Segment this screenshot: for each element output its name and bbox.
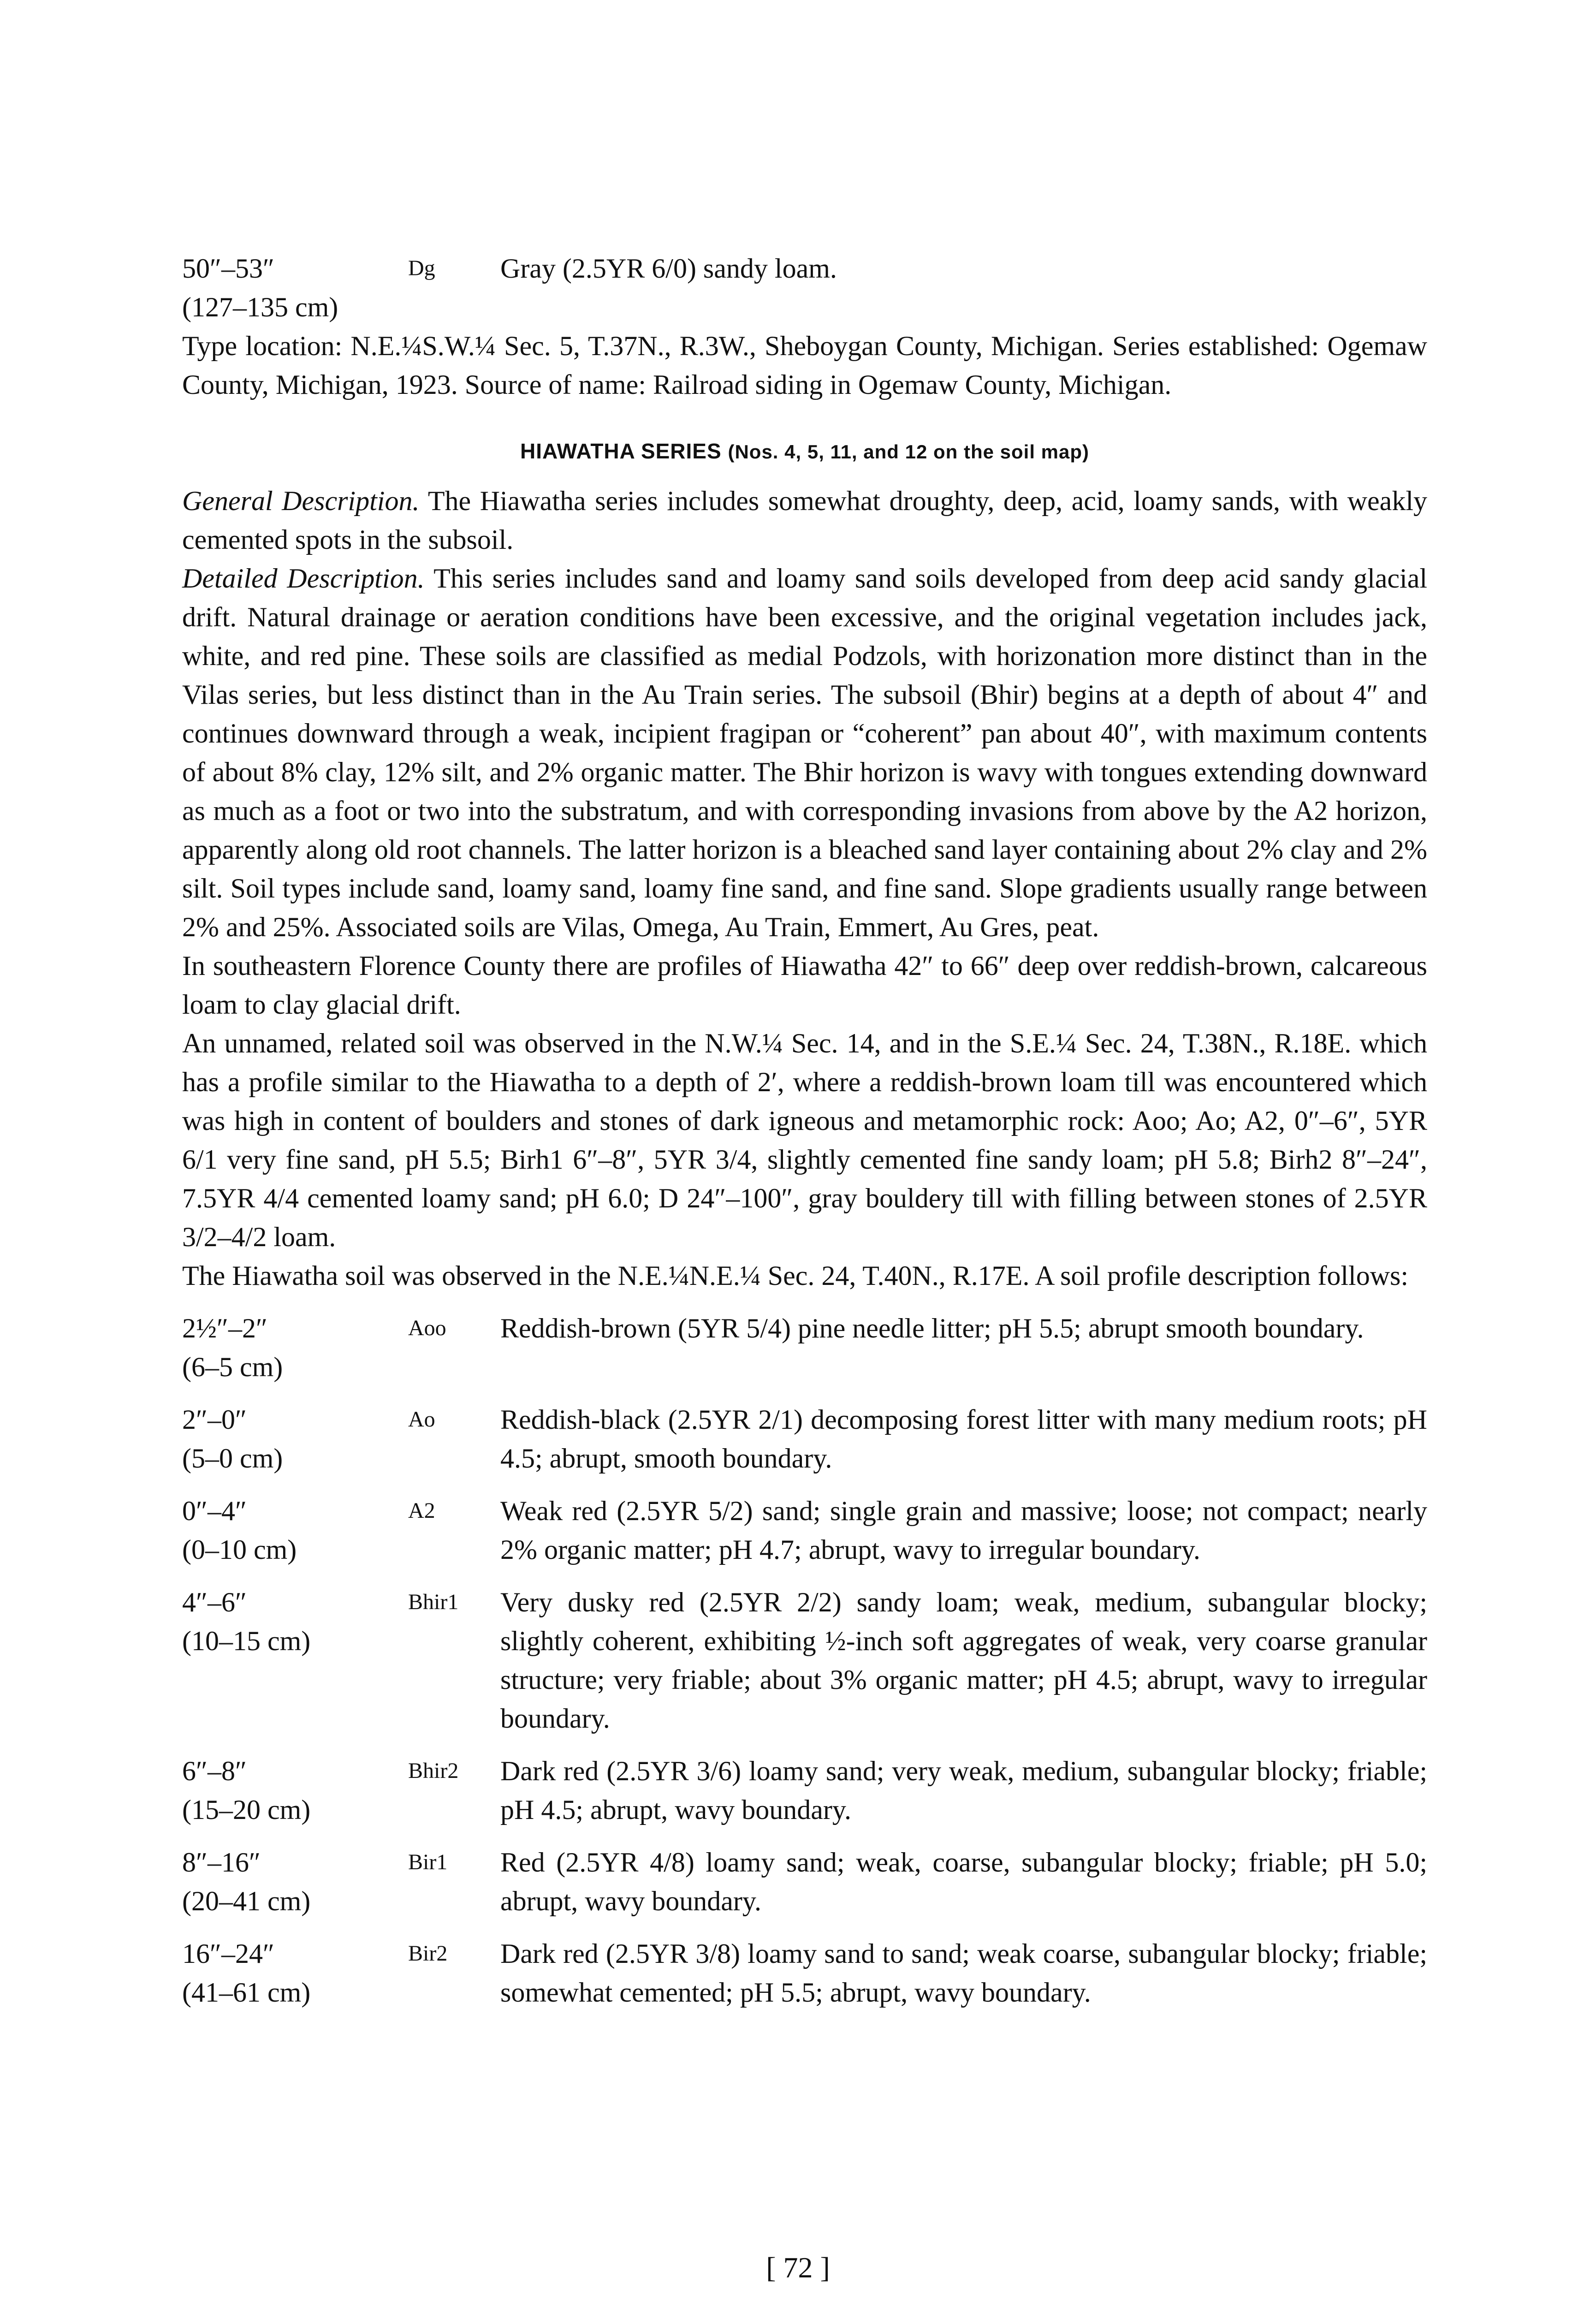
horizon-profile-list <box>182 1309 1427 2012</box>
horizon-symbol: Dg <box>408 256 435 280</box>
unnamed-soil-paragraph: An unnamed, related soil was observed in the N.W.¼ Sec. 14, and in the S.E.¼ Sec. 24, T.38N., R.18E. which has a profile similar to the Hiawatha to a depth of 2′, where a reddish-brown loam till was encountered which was high in content of boulders and stones of dark igneous and metamorphic rock: Aoo; Ao; A2, 0″–6″, 5YR 6/1 very fine sand, pH 5.5; Birh1 6″–8″, 5YR 3/4, slightly cemented fine sandy loam; pH 5.8; Birh2 8″–24″, 7.5YR 4/4 cemented loamy sand; pH 6.0; D 24″–100″, gray bouldery till with filling between stones of 2.5YR 3/2–4/2 loam. <box>182 1028 1427 1252</box>
general-description-paragraph <box>182 481 1427 559</box>
depth-centimeters: (15–20 cm) <box>182 1795 311 1825</box>
horizon-depth <box>182 249 408 327</box>
horizon-description: Reddish-black (2.5YR 2/1) decomposing forest litter with many medium roots; pH 4.5; abrupt, smooth boundary. <box>500 1404 1427 1474</box>
section-heading <box>182 432 1427 471</box>
horizon-description: Gray (2.5YR 6/0) sandy loam. <box>500 253 837 284</box>
depth-centimeters: (127–135 cm) <box>182 292 338 322</box>
horizon-symbol: Bir1 <box>408 1850 448 1874</box>
general-description-text: The Hiawatha series includes somewhat droughty, deep, acid, loamy sands, with weakly cemented spots in the subsoil. <box>182 486 1427 555</box>
horizon-description: Weak red (2.5YR 5/2) sand; single grain and massive; loose; not compact; nearly 2% organic matter; pH 4.7; abrupt, wavy to irregular boundary. <box>500 1496 1427 1565</box>
horizon-description: Dark red (2.5YR 3/8) loamy sand to sand; weak coarse, subangular blocky; friable; somewhat cemented; pH 5.5; abrupt, wavy boundary. <box>500 1938 1427 2008</box>
horizon-symbol: Aoo <box>408 1316 446 1340</box>
depth-centimeters: (41–61 cm) <box>182 1977 311 2008</box>
detailed-description-label: Detailed Description. <box>182 563 425 594</box>
horizon-row <box>182 1583 1427 1738</box>
depth-centimeters: (20–41 cm) <box>182 1886 311 1916</box>
horizon-depth <box>182 1843 408 1920</box>
depth-inches: 16″–24″ <box>182 1938 274 1969</box>
section-title: HIAWATHA SERIES <box>520 439 722 463</box>
horizon-description: Dark red (2.5YR 3/6) loamy sand; very weak, medium, subangular blocky; friable; pH 4.5; abrupt, wavy boundary. <box>500 1756 1427 1825</box>
horizon-symbol: Bir2 <box>408 1941 448 1966</box>
florence-county-paragraph: In southeastern Florence County there are profiles of Hiawatha 42″ to 66″ deep over reddish-brown, calcareous loam to clay glacial drift. <box>182 951 1427 1020</box>
horizon-row <box>182 1400 1427 1478</box>
horizon-depth <box>182 1492 408 1569</box>
horizon-row <box>182 1309 1427 1386</box>
detailed-description-paragraph <box>182 559 1427 946</box>
depth-centimeters: (5–0 cm) <box>182 1443 283 1474</box>
horizon-symbol: Bhir2 <box>408 1759 459 1783</box>
depth-inches: 4″–6″ <box>182 1587 247 1617</box>
depth-inches: 6″–8″ <box>182 1756 247 1786</box>
horizon-description: Reddish-brown (5YR 5/4) pine needle litter; pH 5.5; abrupt smooth boundary. <box>500 1313 1364 1343</box>
depth-inches: 2″–0″ <box>182 1404 247 1435</box>
horizon-row <box>182 1752 1427 1829</box>
horizon-symbol: A2 <box>408 1498 435 1523</box>
observation-paragraph: The Hiawatha soil was observed in the N.E.¼N.E.¼ Sec. 24, T.40N., R.17E. A soil profile description follows: <box>182 1260 1409 1291</box>
depth-centimeters: (6–5 cm) <box>182 1352 283 1382</box>
horizon-depth <box>182 1309 408 1386</box>
general-description-label: General Description. <box>182 486 420 516</box>
horizon-description: Very dusky red (2.5YR 2/2) sandy loam; weak, medium, subangular blocky; slightly coherent, exhibiting ½-inch soft aggregates of weak, very coarse granular structure; very friable; about 3% organic matter; pH 4.5; abrupt, wavy to irregular boundary. <box>500 1587 1427 1734</box>
depth-centimeters: (10–15 cm) <box>182 1626 311 1656</box>
depth-centimeters: (0–10 cm) <box>182 1534 297 1565</box>
horizon-depth <box>182 1752 408 1829</box>
horizon-depth <box>182 1400 408 1478</box>
type-location-paragraph: Type location: N.E.¼S.W.¼ Sec. 5, T.37N., R.3W., Sheboygan County, Michigan. Series established: Ogemaw County, Michigan, 1923. Source of name: Railroad siding in Ogemaw County, Michigan. <box>182 331 1427 400</box>
page-number: [ 72 ] <box>766 2251 830 2284</box>
horizon-description: Red (2.5YR 4/8) loamy sand; weak, coarse, subangular blocky; friable; pH 5.0; abrupt, wavy boundary. <box>500 1847 1427 1916</box>
depth-inches: 2½″–2″ <box>182 1313 267 1343</box>
page-body <box>182 249 1427 2012</box>
horizon-depth <box>182 1583 408 1660</box>
depth-inches: 50″–53″ <box>182 253 274 284</box>
horizon-row <box>182 1492 1427 1569</box>
horizon-symbol: Ao <box>408 1407 435 1432</box>
horizon-symbol: Bhir1 <box>408 1590 459 1614</box>
horizon-depth <box>182 1934 408 2012</box>
horizon-row <box>182 1843 1427 1920</box>
horizon-row <box>182 1934 1427 2012</box>
depth-inches: 0″–4″ <box>182 1496 247 1526</box>
detailed-description-text: This series includes sand and loamy sand soils developed from deep acid sandy glacial drift. Natural drainage or aeration conditions have been excessive, and the original vegetation includes jack, white, and red pine. These soils are classified as medial Podzols, with horizonation more distinct than in the Vilas series, but less distinct than in the Au Train series. The subsoil (Bhir) begins at a depth of about 4″ and continues downward through a weak, incipient fragipan or “coherent” pan about 40″, with maximum contents of about 8% clay, 12% silt, and 2% organic matter. The Bhir horizon is wavy with tongues extending downward as much as a foot or two into the substratum, and with corresponding invasions from above by the A2 horizon, apparently along old root channels. The latter horizon is a bleached sand layer containing about 2% clay and 2% silt. Soil types include sand, loamy sand, loamy fine sand, and fine sand. Slope gradients usually range between 2% and 25%. Associated soils are Vilas, Omega, Au Train, Emmert, Au Gres, peat. <box>182 563 1427 942</box>
depth-inches: 8″–16″ <box>182 1847 261 1878</box>
top-horizon-row <box>182 249 1427 327</box>
section-subtitle: (Nos. 4, 5, 11, and 12 on the soil map) <box>728 441 1090 463</box>
